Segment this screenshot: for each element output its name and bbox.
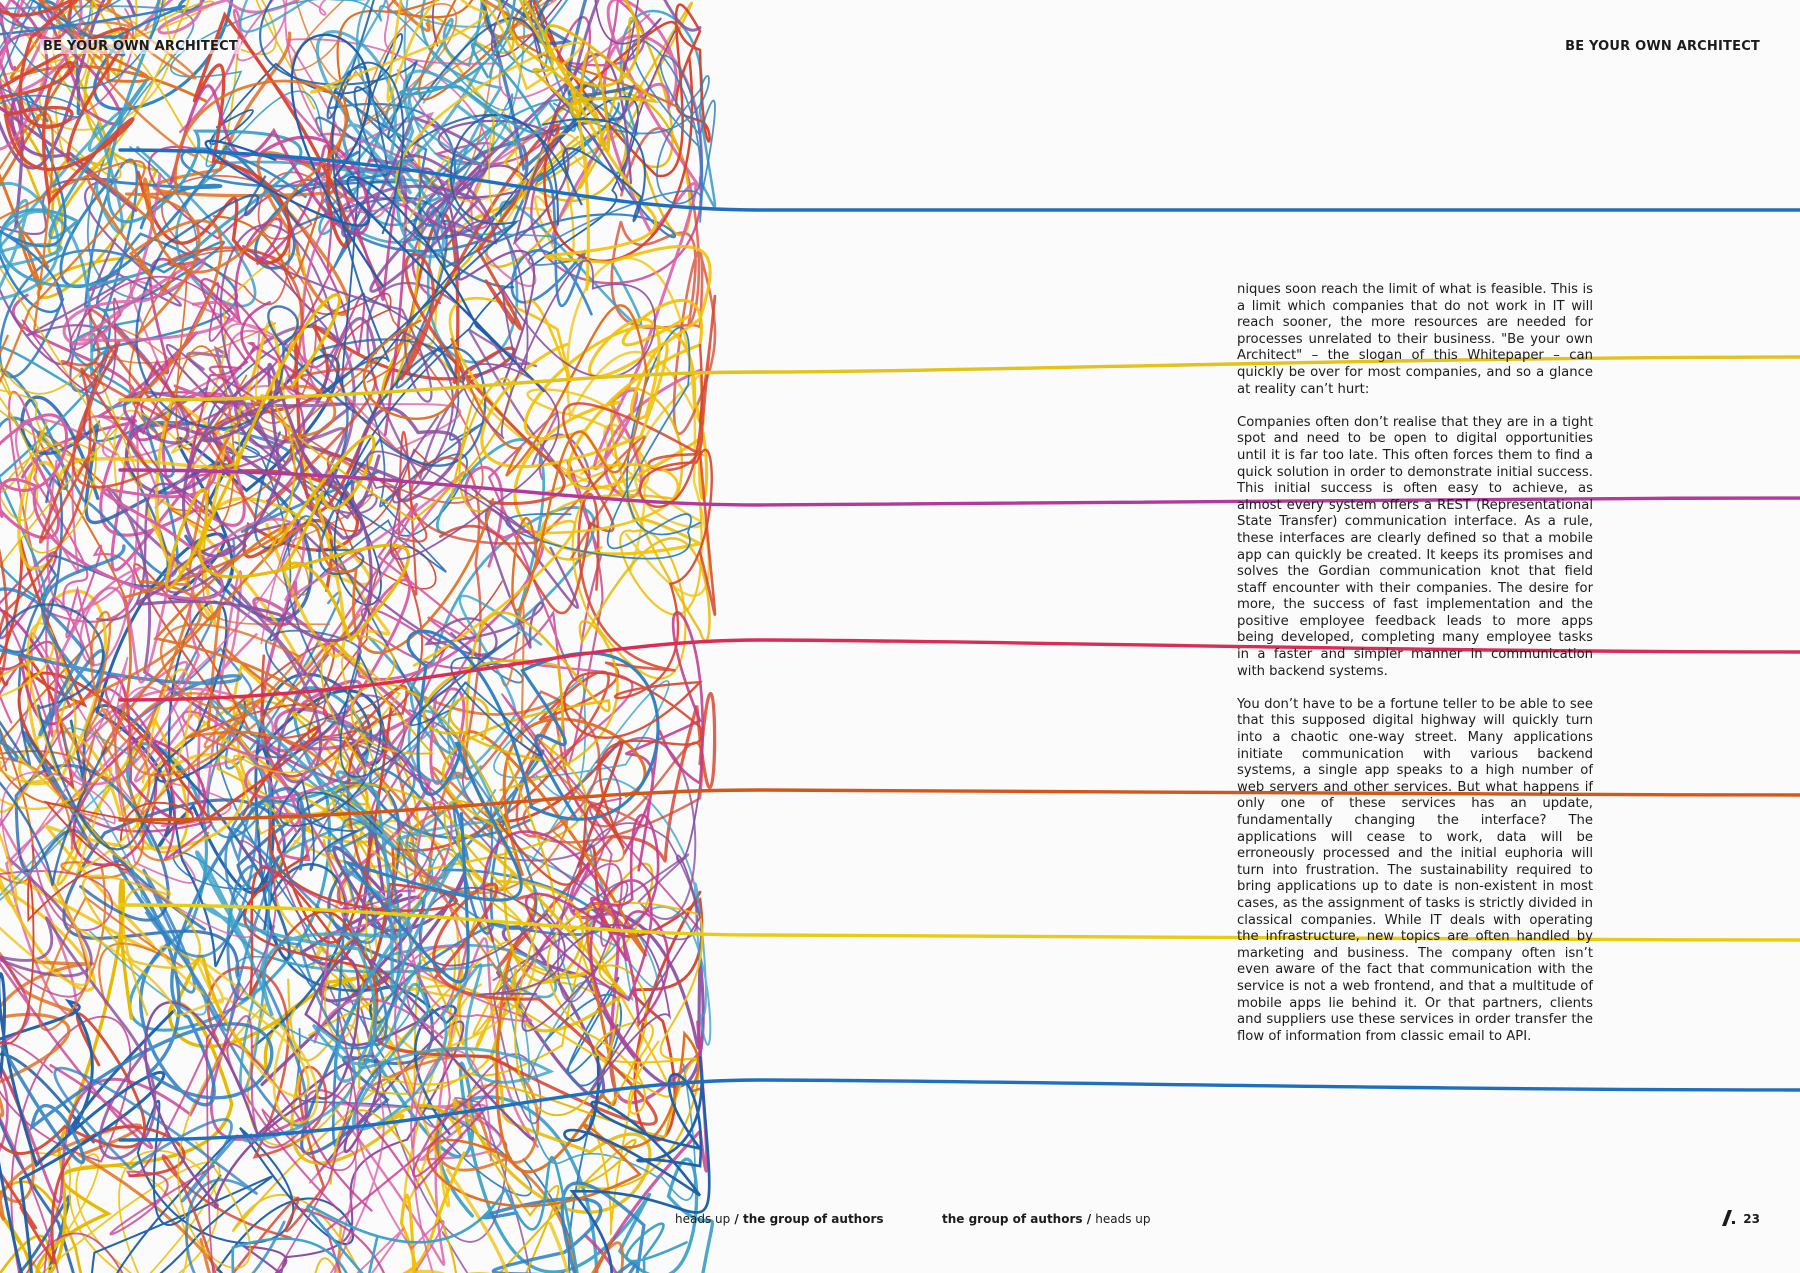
footer-left-authors: the group of authors	[743, 1212, 884, 1226]
running-header-right: BE YOUR OWN ARCHITECT	[1565, 39, 1760, 54]
footer-left-separator: /	[730, 1212, 743, 1226]
running-header-left: BE YOUR OWN ARCHITECT	[40, 39, 241, 54]
footer-center-separator: /	[1082, 1212, 1096, 1226]
page-number: 23	[1743, 1212, 1760, 1226]
paragraph-3: You don’t have to be a fortune teller to be able to see that this supposed digital highway will quickly turn into a chaotic one-way street. Many applications initiate communication with various backend systems, a single app speaks to a high number of web servers and other services. But what happens if only one of these services has an update, fundamentally changing the interface? The applications will cease to work, data will be erroneously processed and the initial euphoria will turn into frustration. The sustainability required to bring applications up to date is non-existent in most cases, as the assignment of tasks is strictly divided in classical companies. While IT deals with operating the infrastructure, new topics are often handled by marketing and business. The company often isn’t even aware of the fact that communication with the service is not a web frontend, and that a multitude of mobile apps lie behind it. Or that partners, clients and suppliers use these services in order transfer the flow of information from classic email to API.	[1237, 696, 1593, 1044]
footer-center-authors: the group of authors	[942, 1212, 1083, 1226]
footer-center-section: heads up	[1095, 1212, 1151, 1226]
paragraph-2: Companies often don’t realise that they are in a tight spot and need to be open to digital opportunities until it is far too late. This often forces them to find a quick solution in order to demonstrate initial success. This initial success is often easy to achieve, as almost every system offers a REST (Representational State Transfer) communication interface. As a rule, these interfaces are clearly defined so that a mobile app can quickly be created. It keeps its promises and solves the Gordian communication knot that field staff encounter with their companies. The desire for more, the success of fast implementation and the positive employee feedback leads to more apps being developed, completing many employee tasks in a faster and simpler manner in communication with backend systems.	[1237, 414, 1593, 679]
article-body	[1237, 282, 1593, 1062]
footer-left-section: heads up	[675, 1212, 731, 1226]
footer-center	[942, 1212, 1151, 1226]
footer-left	[675, 1212, 884, 1226]
paragraph-1: niques soon reach the limit of what is feasible. This is a limit which companies that do not work in IT will reach sooner, the more resources are needed for processes unrelated to their business. "Be your own Architect" – the slogan of this Whitepaper – can quickly be over for most companies, and so a glance at reality can’t hurt:	[1237, 282, 1593, 397]
